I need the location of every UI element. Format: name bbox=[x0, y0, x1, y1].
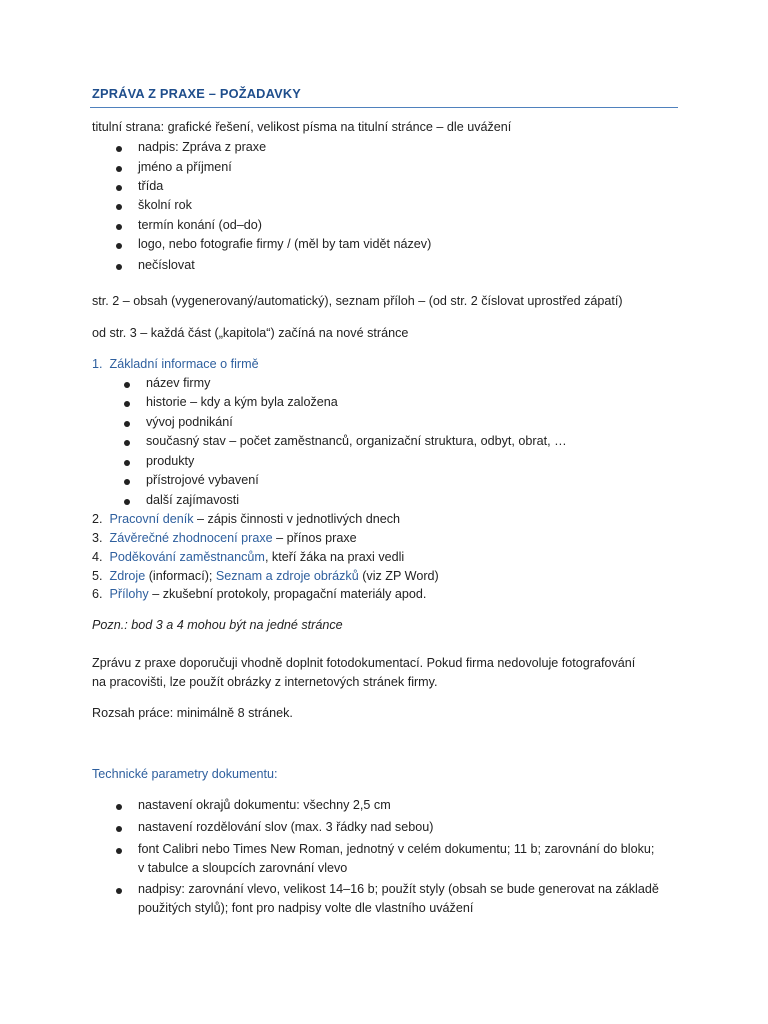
bullet-icon bbox=[124, 382, 130, 388]
chapter-title: Základní informace o firmě bbox=[109, 357, 259, 371]
chapter-description: – přínos praxe bbox=[272, 531, 357, 545]
title-underline bbox=[90, 107, 678, 108]
chapter-title: Poděkování zaměstnancům bbox=[109, 550, 265, 564]
chapter-description: , kteří žáka na praxi vedli bbox=[264, 550, 405, 564]
list-item: třída bbox=[138, 179, 164, 193]
list-item: historie – kdy a kým byla založena bbox=[146, 395, 338, 409]
list-item: nastavení okrajů dokumentu: všechny 2,5 cm bbox=[138, 798, 391, 812]
chapter-5 bbox=[92, 569, 439, 583]
bullet-icon bbox=[124, 479, 130, 485]
chapter-description: – zápis činnosti v jednotlivých dnech bbox=[193, 512, 401, 526]
list-item: jméno a příjmení bbox=[138, 160, 232, 174]
list-item: název firmy bbox=[146, 376, 211, 390]
chapter-number: 3. bbox=[92, 531, 103, 545]
list-item: logo, nebo fotografie firmy / (měl by tam vidět název) bbox=[138, 237, 432, 251]
chapter-3 bbox=[92, 531, 357, 545]
bullet-icon bbox=[116, 848, 122, 854]
bullet-icon bbox=[116, 204, 122, 210]
chapter-description: – zkušební protokoly, propagační materiály apod. bbox=[148, 587, 427, 601]
chapter-6 bbox=[92, 587, 426, 601]
chapter-title: Zdroje bbox=[109, 569, 146, 583]
list-item: školní rok bbox=[138, 198, 192, 212]
document-title: ZPRÁVA Z PRAXE – POŽADAVKY bbox=[92, 86, 302, 101]
list-item: přístrojové vybavení bbox=[146, 473, 259, 487]
list-item: další zajímavosti bbox=[146, 493, 240, 507]
chapter-description: (informací); bbox=[145, 569, 216, 583]
list-item: produkty bbox=[146, 454, 195, 468]
chapter-number: 6. bbox=[92, 587, 103, 601]
bullet-icon bbox=[116, 224, 122, 230]
chapter-4 bbox=[92, 550, 404, 564]
bullet-icon bbox=[116, 826, 122, 832]
page2-line: str. 2 – obsah (vygenerovaný/automatický), seznam příloh – (od str. 2 číslovat uprostřed zápatí) bbox=[92, 294, 623, 308]
bullet-icon bbox=[116, 888, 122, 894]
title-page-intro: titulní strana: grafické řešení, velikost písma na titulní stránce – dle uvážení bbox=[92, 120, 512, 134]
bullet-icon bbox=[124, 440, 130, 446]
list-item-continuation: použitých stylů); font pro nadpisy volte dle vlastního uvážení bbox=[138, 901, 474, 915]
chapter-number: 2. bbox=[92, 512, 103, 526]
bullet-icon bbox=[124, 460, 130, 466]
chapter-title: Závěrečné zhodnocení praxe bbox=[109, 531, 273, 545]
bullet-icon bbox=[124, 499, 130, 505]
bullet-icon bbox=[124, 401, 130, 407]
page3-line: od str. 3 – každá část („kapitola“) začíná na nové stránce bbox=[92, 326, 409, 340]
chapter-number: 5. bbox=[92, 569, 103, 583]
chapter-number: 1. bbox=[92, 357, 103, 371]
chapter-title: Přílohy bbox=[109, 587, 149, 601]
photo-paragraph-line2: na pracovišti, lze použít obrázky z internetových stránek firmy. bbox=[92, 675, 438, 689]
list-item-continuation: v tabulce a sloupcích zarovnání vlevo bbox=[138, 861, 348, 875]
list-item: nečíslovat bbox=[138, 258, 195, 272]
bullet-icon bbox=[116, 146, 122, 152]
bullet-icon bbox=[116, 243, 122, 249]
bullet-icon bbox=[116, 185, 122, 191]
bullet-icon bbox=[116, 166, 122, 172]
note: Pozn.: bod 3 a 4 mohou být na jedné stránce bbox=[92, 618, 343, 632]
chapter-title-secondary: Seznam a zdroje obrázků bbox=[215, 569, 359, 583]
list-item: font Calibri nebo Times New Roman, jednotný v celém dokumentu; 11 b; zarovnání do bloku; bbox=[138, 842, 655, 856]
chapter-description: (viz ZP Word) bbox=[358, 569, 439, 583]
tech-heading: Technické parametry dokumentu: bbox=[92, 767, 278, 781]
bullet-icon bbox=[116, 804, 122, 810]
length-line: Rozsah práce: minimálně 8 stránek. bbox=[92, 706, 293, 720]
list-item: nastavení rozdělování slov (max. 3 řádky nad sebou) bbox=[138, 820, 434, 834]
list-item: nadpis: Zpráva z praxe bbox=[138, 140, 267, 154]
chapter-title: Pracovní deník bbox=[109, 512, 194, 526]
list-item: vývoj podnikání bbox=[146, 415, 233, 429]
list-item: nadpisy: zarovnání vlevo, velikost 14–16 b; použít styly (obsah se bude generovat na základě bbox=[138, 882, 659, 896]
bullet-icon bbox=[116, 264, 122, 270]
chapter-number: 4. bbox=[92, 550, 103, 564]
photo-paragraph-line1: Zprávu z praxe doporučuji vhodně doplnit fotodokumentací. Pokud firma nedovoluje fotografování bbox=[92, 656, 636, 670]
bullet-icon bbox=[124, 421, 130, 427]
list-item: současný stav – počet zaměstnanců, organizační struktura, odbyt, obrat, … bbox=[146, 434, 567, 448]
chapter-1 bbox=[92, 357, 259, 371]
list-item: termín konání (od–do) bbox=[138, 218, 262, 232]
chapter-2 bbox=[92, 512, 400, 526]
